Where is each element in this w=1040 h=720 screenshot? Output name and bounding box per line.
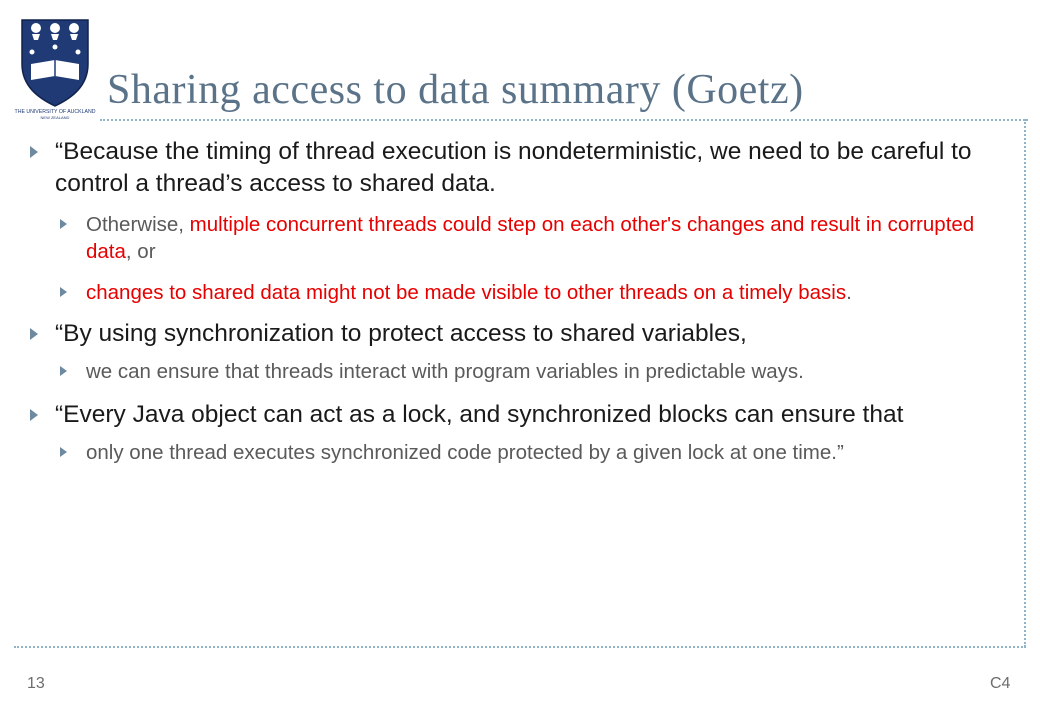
logo-subtext: NEW ZEALAND [40, 115, 70, 120]
sub-bullet-item [30, 358, 1010, 385]
bullet-text: “Because the timing of thread execution is nondeterministic, we need to be careful to control a thread’s access to shared data. [55, 138, 972, 197]
bullet-arrow-icon [30, 409, 38, 421]
slide-number: 13 [27, 675, 45, 692]
sub-bullet-item [30, 439, 1010, 466]
slide-content [30, 136, 1010, 466]
slide-title: Sharing access to data summary (Goetz) [107, 67, 804, 113]
bullet-item [30, 136, 1010, 200]
sub-bullet-item [30, 211, 1010, 265]
bullet-arrow-icon [30, 146, 38, 158]
university-logo [14, 14, 96, 120]
sub-bullet-text: only one thread executes synchronized code protected by a given lock at one time.” [86, 441, 844, 464]
sub-bullet-item [30, 279, 1010, 306]
bullet-text: “Every Java object can act as a lock, and synchronized blocks can ensure that [55, 401, 904, 428]
title-divider [100, 119, 1028, 121]
bullet-arrow-icon [60, 219, 67, 229]
bullet-item [30, 399, 1010, 431]
bullet-arrow-icon [30, 328, 38, 340]
course-code: C4 [990, 675, 1011, 692]
sub-bullet-text-suffix: . [846, 281, 852, 304]
footer-divider [14, 646, 1026, 648]
bullet-arrow-icon [60, 447, 67, 457]
sub-bullet-text-suffix: , or [125, 240, 156, 263]
right-divider [1024, 119, 1026, 647]
bullet-text: “By using synchronization to protect access to shared variables, [55, 320, 747, 347]
bullet-arrow-icon [60, 287, 67, 297]
sub-bullet-highlight: changes to shared data might not be made visible to other threads on a timely basis [86, 281, 847, 304]
bullet-item [30, 318, 1010, 350]
bullet-arrow-icon [60, 366, 67, 376]
logo-text: THE UNIVERSITY OF AUCKLAND [14, 109, 96, 115]
sub-bullet-text: we can ensure that threads interact with program variables in predictable ways. [86, 360, 804, 383]
sub-bullet-text-prefix: Otherwise, [86, 213, 190, 236]
sub-bullet-highlight: multiple concurrent threads could step on each other's changes and result in corrupted data [86, 213, 975, 263]
